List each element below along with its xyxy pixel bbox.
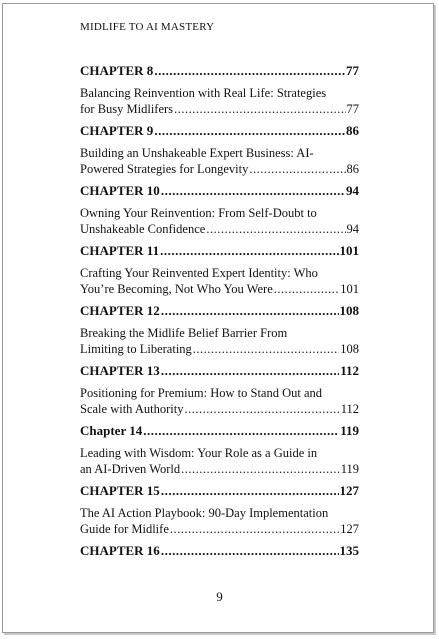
dot-leader: [161, 543, 339, 559]
chapter-title-entry[interactable]: [80, 101, 359, 117]
chapter-title-line: Positioning for Premium: How to Stand Out and: [80, 386, 323, 400]
chapter-page-number: 94: [346, 183, 359, 198]
dot-leader: [174, 101, 345, 117]
chapter-page-number: 112: [340, 363, 359, 378]
dot-leader: [160, 243, 338, 259]
table-of-contents: [80, 63, 359, 559]
toc-entry-chapter-12: [80, 303, 359, 363]
page-number: 9: [216, 589, 223, 604]
chapter-title-line: Unshakeable Confidence: [80, 222, 206, 236]
chapter-label: CHAPTER 10: [80, 183, 160, 198]
chapter-heading[interactable]: [80, 183, 359, 199]
title-page-number: 94: [346, 222, 359, 236]
chapter-title-entry[interactable]: [80, 281, 359, 297]
dot-leader: [143, 423, 339, 439]
toc-entry-chapter-11: [80, 243, 359, 303]
chapter-label: CHAPTER 13: [80, 363, 160, 378]
dot-leader: [161, 363, 339, 379]
title-page-number: 86: [346, 162, 359, 176]
chapter-heading[interactable]: [80, 303, 359, 319]
chapter-title-line: Scale with Authority: [80, 402, 184, 416]
chapter-title-line: Crafting Your Reinvented Expert Identity: Who: [80, 266, 318, 280]
chapter-heading[interactable]: [80, 483, 359, 499]
toc-entry-chapter-8: [80, 63, 359, 123]
chapter-page-number: 127: [339, 483, 359, 498]
title-page-number: 119: [340, 462, 359, 476]
chapter-title-line: Building an Unshakeable Expert Business: AI-: [80, 146, 314, 160]
dot-leader: [184, 401, 339, 417]
chapter-title-line: The AI Action Playbook: 90-Day Implementation: [80, 506, 329, 520]
chapter-title-line: Breaking the Midlife Belief Barrier From: [80, 326, 288, 340]
chapter-heading[interactable]: [80, 363, 359, 379]
dot-leader: [154, 63, 345, 79]
chapter-label: CHAPTER 11: [80, 243, 160, 258]
chapter-title-line: Guide for Midlife: [80, 522, 169, 536]
dot-leader: [161, 483, 339, 499]
chapter-title-line: Limiting to Liberating: [80, 342, 192, 356]
chapter-page-number: 119: [340, 423, 359, 438]
chapter-title-line: You’re Becoming, Not Who You Were: [80, 282, 273, 296]
chapter-label: CHAPTER 9: [80, 123, 154, 138]
chapter-title-entry[interactable]: [80, 401, 359, 417]
dot-leader: [154, 123, 345, 139]
chapter-title-line: an AI-Driven World: [80, 462, 181, 476]
dot-leader: [170, 521, 339, 537]
chapter-page-number: 86: [346, 123, 359, 138]
dot-leader: [161, 183, 345, 199]
dot-leader: [193, 341, 339, 357]
dot-leader: [274, 281, 340, 297]
title-page-number: 77: [346, 102, 359, 116]
chapter-title-line: Powered Strategies for Longevity: [80, 162, 249, 176]
chapter-heading[interactable]: [80, 543, 359, 559]
dot-leader: [161, 303, 339, 319]
chapter-title-entry[interactable]: [80, 521, 359, 537]
toc-entry-chapter-14: [80, 423, 359, 483]
chapter-heading[interactable]: [80, 243, 359, 259]
chapter-page-number: 101: [339, 243, 359, 258]
running-head: MIDLIFE TO AI MASTERY: [80, 21, 215, 33]
chapter-label: CHAPTER 16: [80, 543, 160, 558]
chapter-heading[interactable]: [80, 423, 359, 439]
toc-entry-chapter-10: [80, 183, 359, 243]
dot-leader: [206, 221, 345, 237]
chapter-title-line: Balancing Reinvention with Real Life: Strategies: [80, 86, 327, 100]
chapter-page-number: 108: [339, 303, 359, 318]
chapter-label: CHAPTER 12: [80, 303, 160, 318]
chapter-label: Chapter 14: [80, 423, 143, 438]
chapter-label: CHAPTER 15: [80, 483, 160, 498]
chapter-title-entry[interactable]: [80, 461, 359, 477]
title-page-number: 112: [340, 402, 359, 416]
chapter-heading[interactable]: [80, 63, 359, 79]
title-page-number: 108: [340, 342, 359, 356]
chapter-heading[interactable]: [80, 123, 359, 139]
chapter-title-entry[interactable]: [80, 161, 359, 177]
dot-leader: [249, 161, 345, 177]
toc-entry-chapter-13: [80, 363, 359, 423]
chapter-title-entry[interactable]: [80, 221, 359, 237]
chapter-page-number: 77: [346, 63, 359, 78]
dot-leader: [181, 461, 340, 477]
title-page-number: 127: [340, 522, 359, 536]
toc-entry-chapter-15: [80, 483, 359, 543]
toc-entry-chapter-9: [80, 123, 359, 183]
chapter-title-line: for Busy Midlifers: [80, 102, 174, 116]
chapter-title-line: Owning Your Reinvention: From Self-Doubt to: [80, 206, 317, 220]
chapter-title-line: Leading with Wisdom: Your Role as a Guide in: [80, 446, 318, 460]
chapter-title-entry[interactable]: [80, 341, 359, 357]
chapter-page-number: 135: [339, 543, 359, 558]
title-page-number: 101: [340, 282, 359, 296]
toc-entry-chapter-16: [80, 543, 359, 559]
chapter-label: CHAPTER 8: [80, 63, 154, 78]
